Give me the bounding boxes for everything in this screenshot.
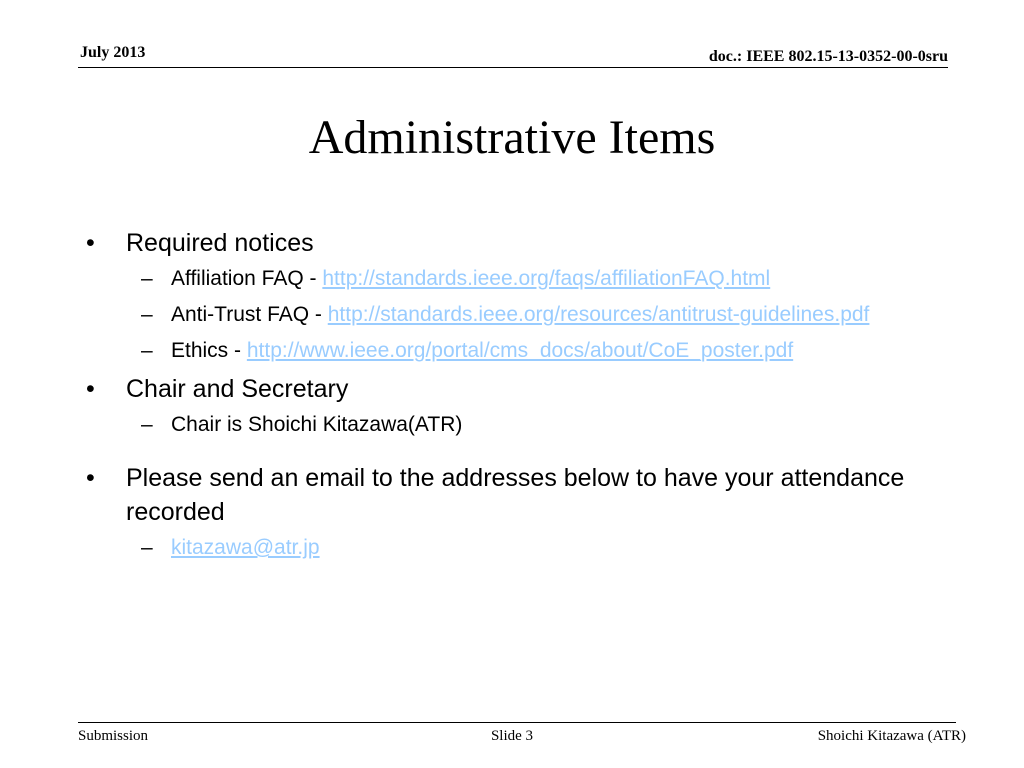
sub-marker: – xyxy=(141,267,153,290)
bullet-text: Required notices xyxy=(126,229,314,257)
sub-list xyxy=(126,410,966,439)
bullet-text: Please send an email to the addresses below to have your attendance recorded xyxy=(126,464,905,526)
sub-item-ethics xyxy=(126,336,966,365)
footer-submission: Submission xyxy=(78,728,149,744)
sub-list xyxy=(126,533,966,562)
sub-item-affiliation-faq xyxy=(126,264,966,293)
antitrust-faq-link[interactable]: http://standards.ieee.org/resources/antitrust-guidelines.pdf xyxy=(327,303,870,326)
sub-marker: – xyxy=(141,536,153,559)
sub-item-label: Ethics - xyxy=(171,339,247,362)
bullet-text: Chair and Secretary xyxy=(126,375,349,403)
sub-item-antitrust-faq xyxy=(126,300,966,329)
bullet-marker: • xyxy=(86,464,95,492)
footer-author: Shoichi Kitazawa (ATR) xyxy=(817,728,966,744)
header-date: July 2013 xyxy=(80,44,146,61)
sub-item-email xyxy=(126,533,966,562)
sub-marker: – xyxy=(141,413,153,436)
bullet-list xyxy=(86,226,966,569)
bullet-required-notices xyxy=(86,226,966,365)
email-link[interactable]: kitazawa@atr.jp xyxy=(171,536,320,559)
sub-marker: – xyxy=(141,339,153,362)
sub-item-label: Affiliation FAQ - xyxy=(171,267,323,290)
affiliation-faq-link[interactable]: http://standards.ieee.org/faqs/affiliationFAQ.html xyxy=(322,267,771,290)
footer-divider xyxy=(78,722,956,723)
bullet-marker: • xyxy=(86,375,95,403)
sub-list xyxy=(126,264,966,365)
sub-item-label: Anti-Trust FAQ - xyxy=(171,303,328,326)
bullet-chair-secretary xyxy=(86,372,966,439)
bullet-attendance xyxy=(86,461,966,562)
ethics-link[interactable]: http://www.ieee.org/portal/cms_docs/about/CoE_poster.pdf xyxy=(246,339,794,362)
bullet-marker: • xyxy=(86,229,95,257)
sub-item-label: Chair is Shoichi Kitazawa(ATR) xyxy=(171,413,463,436)
slide-title: Administrative Items xyxy=(308,111,716,164)
header-doc-id: doc.: IEEE 802.15-13-0352-00-0sru xyxy=(708,48,948,65)
sub-marker: – xyxy=(141,303,153,326)
sub-item-chair xyxy=(126,410,966,439)
footer-slide-number: Slide 3 xyxy=(490,728,534,744)
header-divider xyxy=(78,67,948,68)
